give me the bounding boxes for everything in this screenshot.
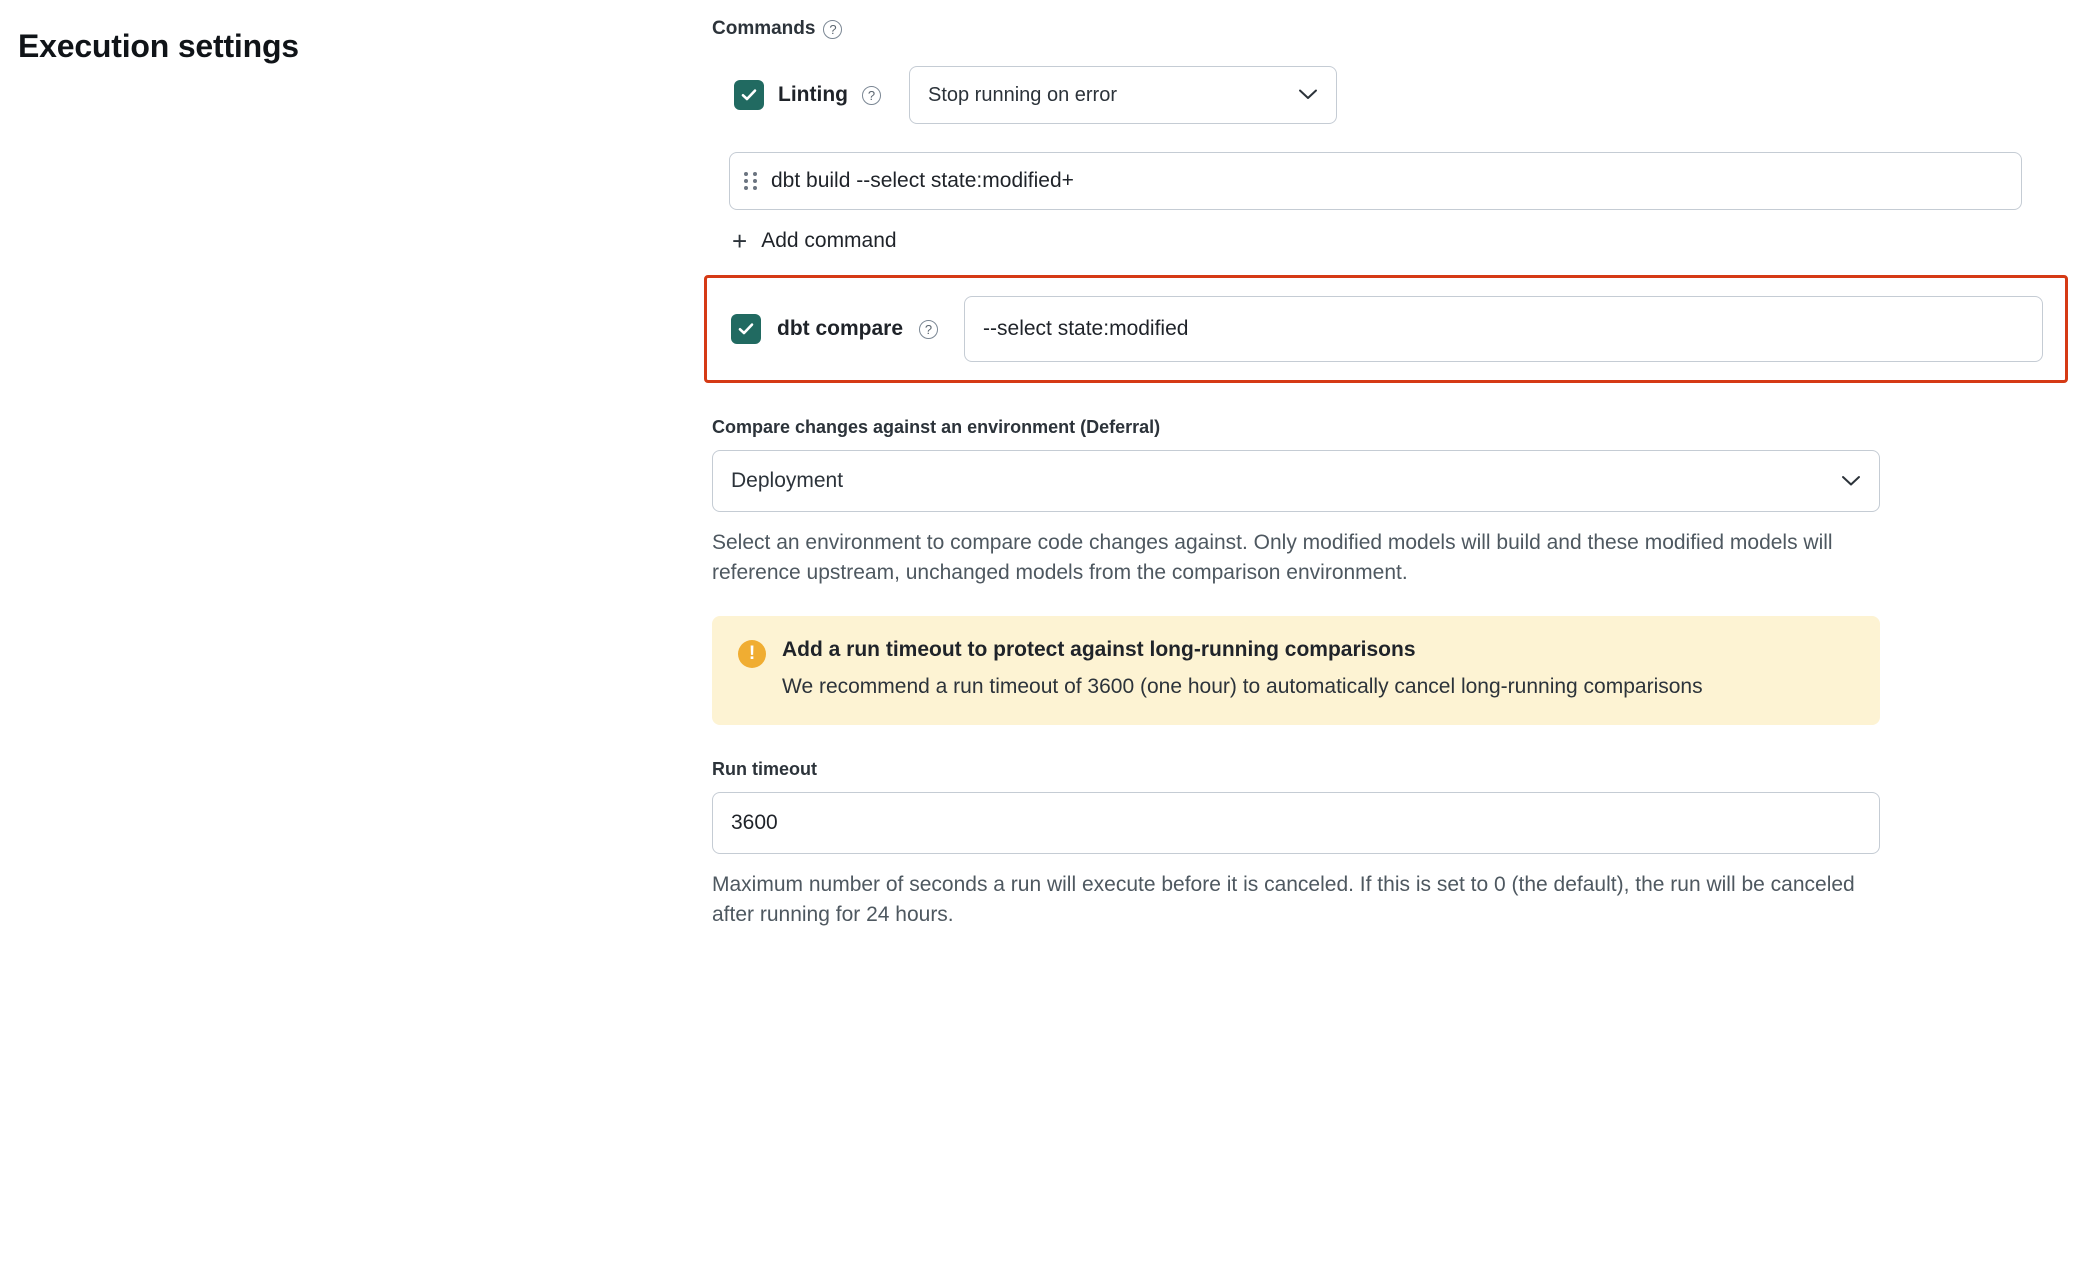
linting-behavior-select[interactable] [909, 66, 1337, 124]
dbt-compare-input-value: --select state:modified [983, 317, 1189, 340]
command-text: dbt build --select state:modified+ [771, 169, 1074, 192]
help-circle-icon[interactable]: ? [919, 320, 938, 339]
commands-section-header [712, 18, 1922, 40]
dbt-compare-highlight-block [704, 275, 2068, 383]
run-timeout-callout [712, 616, 1880, 726]
help-circle-icon[interactable]: ? [862, 86, 881, 105]
run-timeout-input[interactable] [712, 792, 1880, 854]
chevron-down-icon [1841, 469, 1861, 493]
deferral-environment-select[interactable] [712, 450, 1880, 512]
callout-body: We recommend a run timeout of 3600 (one hour) to automatically cancel long-running comparisons [782, 674, 1703, 698]
settings-content [712, 18, 1922, 930]
dbt-compare-label: dbt compare [777, 317, 904, 340]
add-command-label: Add command [761, 229, 897, 252]
add-command-button[interactable] [732, 228, 897, 254]
run-timeout-help-text: Maximum number of seconds a run will execute before it is canceled. If this is set to 0 (the default), the run will be canceled after running for 24 hours. [712, 873, 1855, 927]
deferral-environment-value: Deployment [731, 469, 844, 492]
help-circle-icon[interactable]: ? [823, 20, 842, 39]
deferral-help-text: Select an environment to compare code changes against. Only modified models will build and these modified models will reference upstream, unchanged models from the comparison environment. [712, 531, 1833, 584]
callout-content [782, 638, 1703, 702]
deferral-label: Compare changes against an environment (Deferral) [712, 417, 1161, 437]
page-title: Execution settings [18, 28, 299, 64]
warning-exclamation-icon: ! [738, 640, 766, 668]
linting-row [712, 66, 1922, 124]
run-timeout-value: 3600 [731, 811, 778, 835]
drag-handle-icon[interactable] [744, 172, 757, 190]
run-timeout-label: Run timeout [712, 759, 817, 780]
linting-label: Linting [778, 83, 848, 106]
linting-behavior-value: Stop running on error [927, 83, 1117, 106]
chevron-down-icon [1298, 84, 1318, 107]
linting-checkbox[interactable] [734, 80, 764, 110]
command-row[interactable] [729, 152, 2022, 210]
commands-label: Commands [712, 18, 816, 39]
dbt-compare-input[interactable] [964, 296, 2043, 362]
dbt-compare-checkbox[interactable] [731, 314, 761, 344]
callout-title: Add a run timeout to protect against long-running comparisons [782, 637, 1416, 661]
plus-icon: + [732, 226, 748, 256]
